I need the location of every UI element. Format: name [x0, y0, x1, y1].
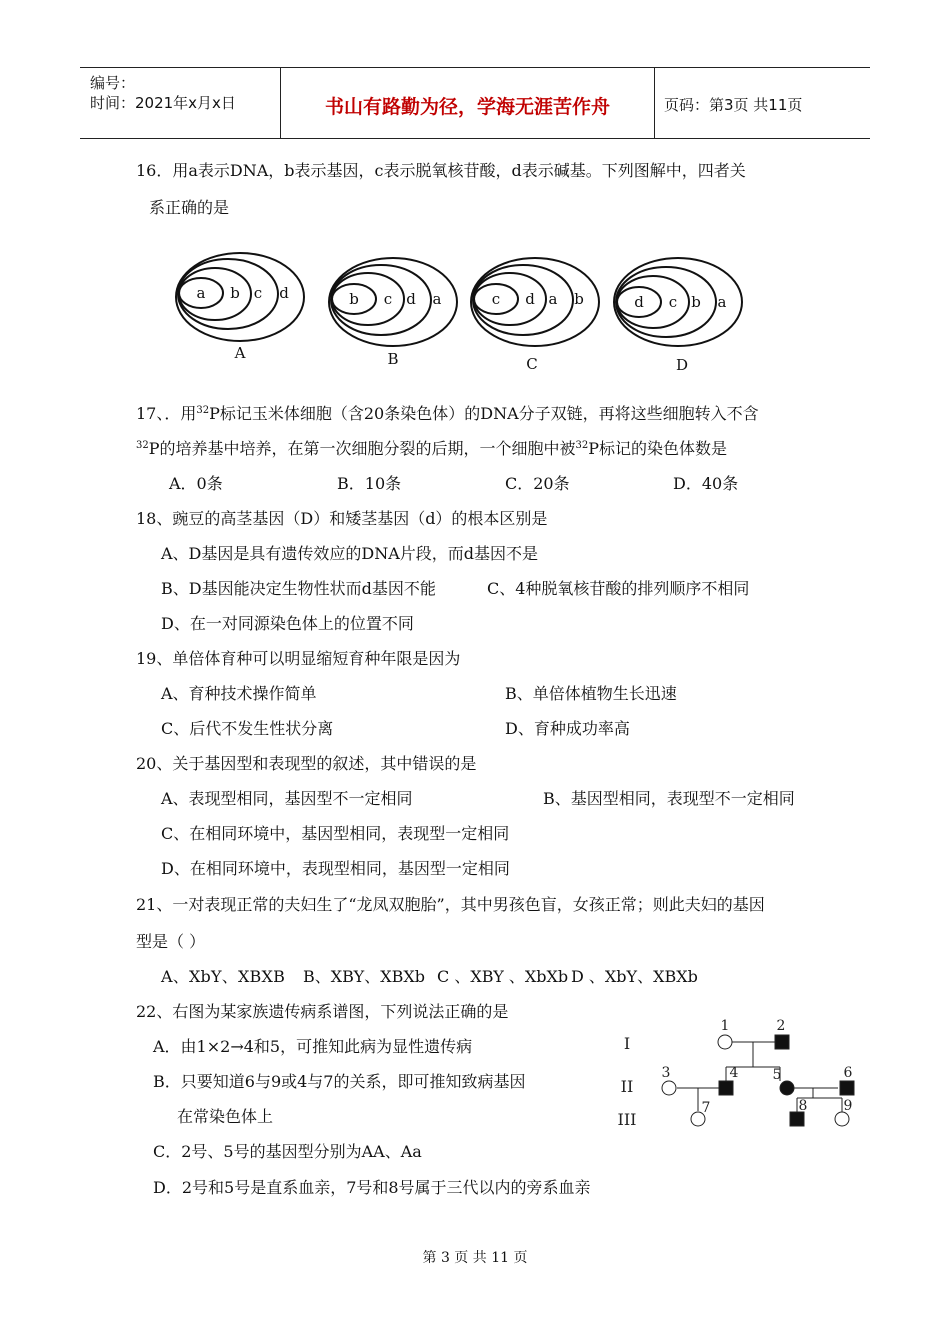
diagram-c-letter-1: c	[491, 290, 501, 308]
pedigree-member-3	[662, 1081, 676, 1095]
diagram-a	[176, 253, 304, 362]
diagram-c-letter-4: b	[574, 290, 584, 308]
diagram-a-letter-1: a	[196, 284, 206, 302]
member-label-3: 3	[661, 1065, 671, 1081]
q22-option-b-line1: B．只要知道6与9或4与7的关系，即可推知致病基因	[153, 1072, 526, 1091]
q18-option-a: A、D基因是具有遗传效应的DNA片段，而d基因不是	[161, 544, 539, 563]
diagram-d-letter-4: a	[717, 293, 727, 311]
q17-l1a: 17、．用	[136, 404, 197, 423]
member-label-9: 9	[843, 1098, 853, 1114]
q22-stem: 22、右图为某家族遗传病系谱图，下列说法正确的是	[136, 1002, 509, 1021]
q17-option-b: B．10条	[337, 474, 402, 493]
page-header	[80, 67, 870, 139]
member-label-4: 4	[729, 1065, 739, 1081]
q19-option-a: A、育种技术操作简单	[161, 684, 317, 703]
diagram-a-letter-4: d	[279, 284, 289, 302]
pedigree-member-9	[835, 1112, 849, 1126]
time-label: 时间：2021年x月x日	[90, 94, 236, 112]
q19-option-c: C、后代不发生性状分离	[161, 719, 334, 738]
member-label-7: 7	[701, 1100, 711, 1116]
diagram-b	[329, 258, 457, 368]
member-label-8: 8	[798, 1098, 808, 1114]
q22-option-d: D．2号和5号是直系血亲，7号和8号属于三代以内的旁系血亲	[153, 1178, 591, 1197]
page-footer: 第 3 页 共 11 页	[422, 1250, 528, 1266]
q17-stem-line2	[136, 439, 727, 459]
diagram-a-letter-2: b	[230, 284, 240, 302]
generation-label-3: III	[617, 1110, 637, 1129]
q21-stem-line1: 21、一对表现正常的夫妇生了“龙凤双胞胎”，其中男孩色盲，女孩正常；则此夫妇的基因	[136, 895, 765, 914]
q17-sup-2: 32	[136, 440, 149, 451]
diagram-c-letter-3: a	[548, 290, 558, 308]
q21-option-c: C 、XBY 、XbXb	[437, 967, 569, 986]
diagram-b-letter-2: c	[383, 290, 393, 308]
member-label-2: 2	[776, 1018, 786, 1034]
q18-option-d: D、在一对同源染色体上的位置不同	[161, 614, 414, 633]
q21-option-a: A、XbY、XBXB	[161, 967, 286, 986]
diagram-d-letter-2: c	[668, 293, 678, 311]
motto: 书山有路勤为径，学海无涯苦作舟	[324, 96, 610, 118]
diagram-b-letter-1: b	[349, 290, 359, 308]
diagram-b-label: B	[387, 350, 399, 368]
diagram-a-letter-3: c	[253, 284, 263, 302]
pedigree-member-8	[790, 1112, 804, 1126]
q19-option-d: D、育种成功率高	[505, 719, 630, 738]
member-label-1: 1	[720, 1018, 730, 1034]
diagram-b-letter-4: a	[432, 290, 442, 308]
q17-l1b: P标记玉米体细胞（含20条染色体）的DNA分子双链，再将这些细胞转入不含	[209, 404, 759, 423]
q17-stem-line1	[136, 404, 759, 424]
q20-stem: 20、关于基因型和表现型的叙述，其中错误的是	[136, 754, 477, 773]
q20-option-b: B、基因型相同，表现型不一定相同	[543, 789, 795, 808]
pedigree-member-4	[719, 1081, 733, 1095]
q17-option-d: D．40条	[673, 474, 739, 493]
diagram-c-label: C	[526, 355, 538, 373]
header-motto-cell	[280, 68, 655, 138]
header-page-cell	[654, 68, 870, 138]
q20-option-a: A、表现型相同，基因型不一定相同	[161, 789, 413, 808]
pedigree-member-1	[718, 1035, 732, 1049]
member-label-5: 5	[772, 1067, 782, 1083]
q17-option-a: A．0条	[169, 474, 223, 493]
diagram-d	[614, 258, 742, 374]
generation-label-1: I	[623, 1034, 631, 1053]
q17-l2a: P的培养基中培养，在第一次细胞分裂的后期，一个细胞中被	[148, 439, 576, 458]
pedigree-chart	[610, 1015, 870, 1135]
diagram-a-label: A	[234, 344, 246, 362]
diagram-d-letter-3: b	[691, 293, 701, 311]
q20-option-c: C、在相同环境中，基因型相同，表现型一定相同	[161, 824, 510, 843]
q16-stem-line1: 16．用a表示DNA，b表示基因，c表示脱氧核苷酸，d表示碱基。下列图解中，四者关	[136, 161, 746, 180]
header-meta-cell	[80, 68, 280, 138]
q21-stem-line2: 型是（ ）	[136, 932, 206, 951]
pedigree-member-6	[840, 1081, 854, 1095]
diagram-c-letter-2: d	[525, 290, 535, 308]
q20-option-d: D、在相同环境中，表现型相同，基因型一定相同	[161, 859, 510, 878]
q22-option-c: C．2号、5号的基因型分别为AA、Aa	[153, 1142, 422, 1161]
q16-stem-line2: 系正确的是	[149, 198, 230, 217]
number-label: 编号：	[90, 74, 136, 92]
q17-l2b: P标记的染色体数是	[588, 439, 728, 458]
q17-sup-3: 32	[575, 440, 589, 451]
q21-option-b: B、XBY、XBXb	[303, 967, 425, 986]
pedigree-member-5	[780, 1081, 794, 1095]
q18-stem: 18、豌豆的高茎基因（D）和矮茎基因（d）的根本区别是	[136, 509, 548, 528]
q18-option-b: B、D基因能决定生物性状而d基因不能	[161, 579, 436, 598]
q17-sup-1: 32	[196, 405, 210, 416]
q22-option-a: A．由1×2→4和5，可推知此病为显性遗传病	[153, 1037, 473, 1056]
q17-option-c: C．20条	[505, 474, 570, 493]
nested-ellipse-diagrams	[170, 236, 760, 386]
generation-label-2: II	[620, 1077, 634, 1096]
q22-option-b-line2: 在常染色体上	[177, 1107, 274, 1126]
q19-option-b: B、单倍体植物生长迅速	[505, 684, 677, 703]
diagram-c	[471, 258, 599, 373]
diagram-d-letter-1: d	[634, 293, 644, 311]
q19-stem: 19、单倍体育种可以明显缩短育种年限是因为	[136, 649, 461, 668]
diagram-b-letter-3: d	[406, 290, 416, 308]
q18-option-c: C、4种脱氧核苷酸的排列顺序不相同	[487, 579, 750, 598]
page-info: 页码：第3页 共11页	[664, 96, 803, 114]
pedigree-member-2	[775, 1035, 789, 1049]
member-label-6: 6	[843, 1065, 853, 1081]
diagram-d-label: D	[675, 356, 689, 374]
q21-option-d: D 、XbY、XBXb	[571, 967, 698, 986]
